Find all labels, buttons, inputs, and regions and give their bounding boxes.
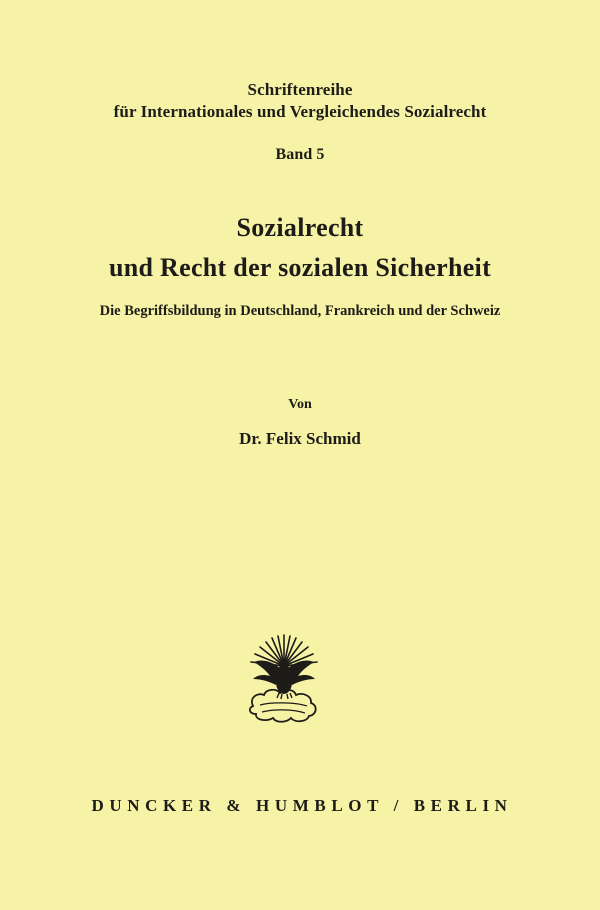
publisher-eagle-emblem-icon bbox=[245, 632, 323, 724]
series-title-line2: für Internationales und Vergleichendes Sozialrecht bbox=[113, 102, 487, 121]
publisher-imprint: DUNCKER & HUMBLOT / BERLIN bbox=[91, 796, 513, 815]
book-title-line1: Sozialrecht bbox=[236, 213, 364, 242]
book-subtitle: Die Begriffsbildung in Deutschland, Frankreich und der Schweiz bbox=[99, 303, 501, 319]
series-title-line1: Schriftenreihe bbox=[247, 80, 353, 99]
book-title-line2: und Recht der sozialen Sicherheit bbox=[108, 253, 492, 282]
author-name: Dr. Felix Schmid bbox=[239, 429, 361, 448]
author-prefix: Von bbox=[288, 397, 312, 412]
volume-number: Band 5 bbox=[275, 146, 325, 163]
